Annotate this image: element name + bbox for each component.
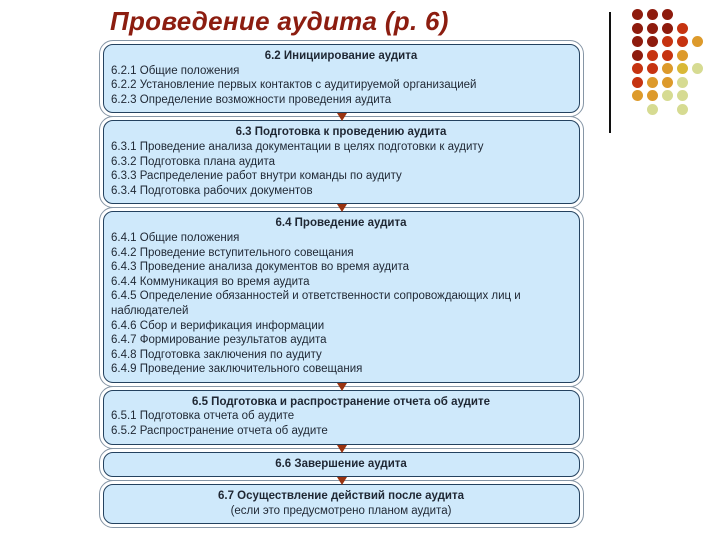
flow-box [103, 484, 580, 524]
decorative-dot-empty [692, 50, 703, 61]
decorative-dot [632, 9, 643, 20]
decorative-dot [647, 104, 658, 115]
flow-box-item-list [111, 140, 571, 198]
flow-box-title: 6.2 Инициирование аудита [264, 50, 418, 62]
down-arrow-icon [337, 477, 347, 485]
decorative-dot [632, 90, 643, 101]
decorative-dot-empty [692, 90, 703, 101]
decorative-dot-empty [692, 23, 703, 34]
flow-box-item: 6.4.8 Подготовка заключения по аудиту [111, 348, 322, 361]
flow-box-item: 6.5.1 Подготовка отчета об аудите [111, 410, 295, 423]
decorative-dot [662, 63, 673, 74]
decorative-dot-empty [692, 104, 703, 115]
flow-box-item: 6.3.2 Подготовка плана аудита [111, 155, 276, 168]
flow-box-item: 6.4.6 Сбор и верификация информации [111, 319, 325, 332]
flow-box-item: 6.5.2 Распространение отчета об аудите [111, 425, 328, 438]
flow-box-subtitle: (если это предусмотрено планом аудита) [230, 504, 452, 517]
decorative-dot [677, 104, 688, 115]
flow-box-title: 6.7 Осуществление действий после аудита [217, 490, 465, 503]
decorative-dot [647, 9, 658, 20]
decorative-dot-empty [632, 104, 643, 115]
down-arrow-icon [337, 204, 347, 212]
flow-box-item: 6.2.3 Определение возможности проведения аудита [111, 93, 392, 106]
flow-box-item-list [111, 64, 571, 108]
decorative-dot [662, 50, 673, 61]
decorative-dot [662, 23, 673, 34]
decorative-dot-empty [662, 104, 673, 115]
decorative-dot [677, 63, 688, 74]
flow-box-item: 6.4.4 Коммуникация во время аудита [111, 275, 310, 288]
flow-box-item: 6.3.4 Подготовка рабочих документов [111, 184, 313, 197]
flow-box-item: 6.4.5 Определение обязанностей и ответственности сопровождающих лиц и наблюдателей [111, 290, 521, 317]
decorative-dot [632, 36, 643, 47]
decorative-vertical-line [609, 12, 611, 133]
decorative-dot [677, 90, 688, 101]
decorative-dot-empty [692, 9, 703, 20]
flow-connector [103, 383, 580, 390]
decorative-dot [662, 77, 673, 88]
flow-box-item: 6.4.1 Общие положения [111, 231, 240, 244]
flow-box-title: 6.5 Подготовка и распространение отчета об аудите [192, 395, 490, 408]
decorative-dot [677, 77, 688, 88]
flow-connector [103, 113, 580, 120]
flow-box-item: 6.3.1 Проведение анализа документации в целях подготовки к аудиту [111, 140, 484, 153]
decorative-dot [632, 77, 643, 88]
decorative-dot [662, 36, 673, 47]
flow-box [103, 44, 580, 113]
page-title: Проведение аудита (р. 6) [110, 6, 449, 36]
down-arrow-icon [337, 445, 347, 453]
decorative-dot [632, 63, 643, 74]
decorative-dot [677, 36, 688, 47]
decorative-dot [677, 23, 688, 34]
flow-connector [103, 477, 580, 484]
flow-box-item: 6.4.3 Проведение анализа документов во время аудита [111, 261, 410, 274]
decorative-dot [662, 9, 673, 20]
flow-box-item: 6.3.3 Распределение работ внутри команды по аудиту [111, 170, 402, 183]
flow-box [103, 452, 580, 478]
decorative-dot [692, 36, 703, 47]
decorative-dot [662, 90, 673, 101]
decorative-dot [647, 90, 658, 101]
decorative-dot [647, 63, 658, 74]
decorative-dot [647, 77, 658, 88]
decorative-dot-empty [677, 9, 688, 20]
decorative-dot [677, 50, 688, 61]
decorative-dot [647, 50, 658, 61]
flow-box-item: 6.4.2 Проведение вступительного совещания [111, 246, 354, 259]
flow-box-title: 6.6 Завершение аудита [275, 457, 407, 470]
decorative-dot-empty [692, 77, 703, 88]
decorative-dot [632, 50, 643, 61]
down-arrow-icon [337, 113, 347, 121]
decorative-dot [692, 63, 703, 74]
flow-connector [103, 204, 580, 211]
flow-box-item: 6.2.2 Установление первых контактов с аудитируемой организацией [111, 79, 477, 92]
flow-box-item: 6.4.9 Проведение заключительного совещания [111, 363, 363, 376]
decorative-dot [647, 36, 658, 47]
flow-box [103, 211, 580, 383]
down-arrow-icon [337, 383, 347, 391]
flow-box-item-list [111, 409, 571, 438]
flow-box-title: 6.3 Подготовка к проведению аудита [235, 126, 447, 139]
flow-box [103, 390, 580, 445]
flow-connector [103, 445, 580, 452]
flow-box-title: 6.4 Проведение аудита [275, 217, 407, 230]
decorative-dot [632, 23, 643, 34]
decorative-dot-grid [632, 9, 707, 117]
flow-box-item: 6.4.7 Формирование результатов аудита [111, 334, 327, 347]
decorative-dot [647, 23, 658, 34]
flow-box-item-list [111, 231, 571, 377]
audit-process-flowchart [103, 44, 580, 524]
flow-box [103, 120, 580, 204]
flow-box-item: 6.2.1 Общие положения [111, 64, 240, 77]
